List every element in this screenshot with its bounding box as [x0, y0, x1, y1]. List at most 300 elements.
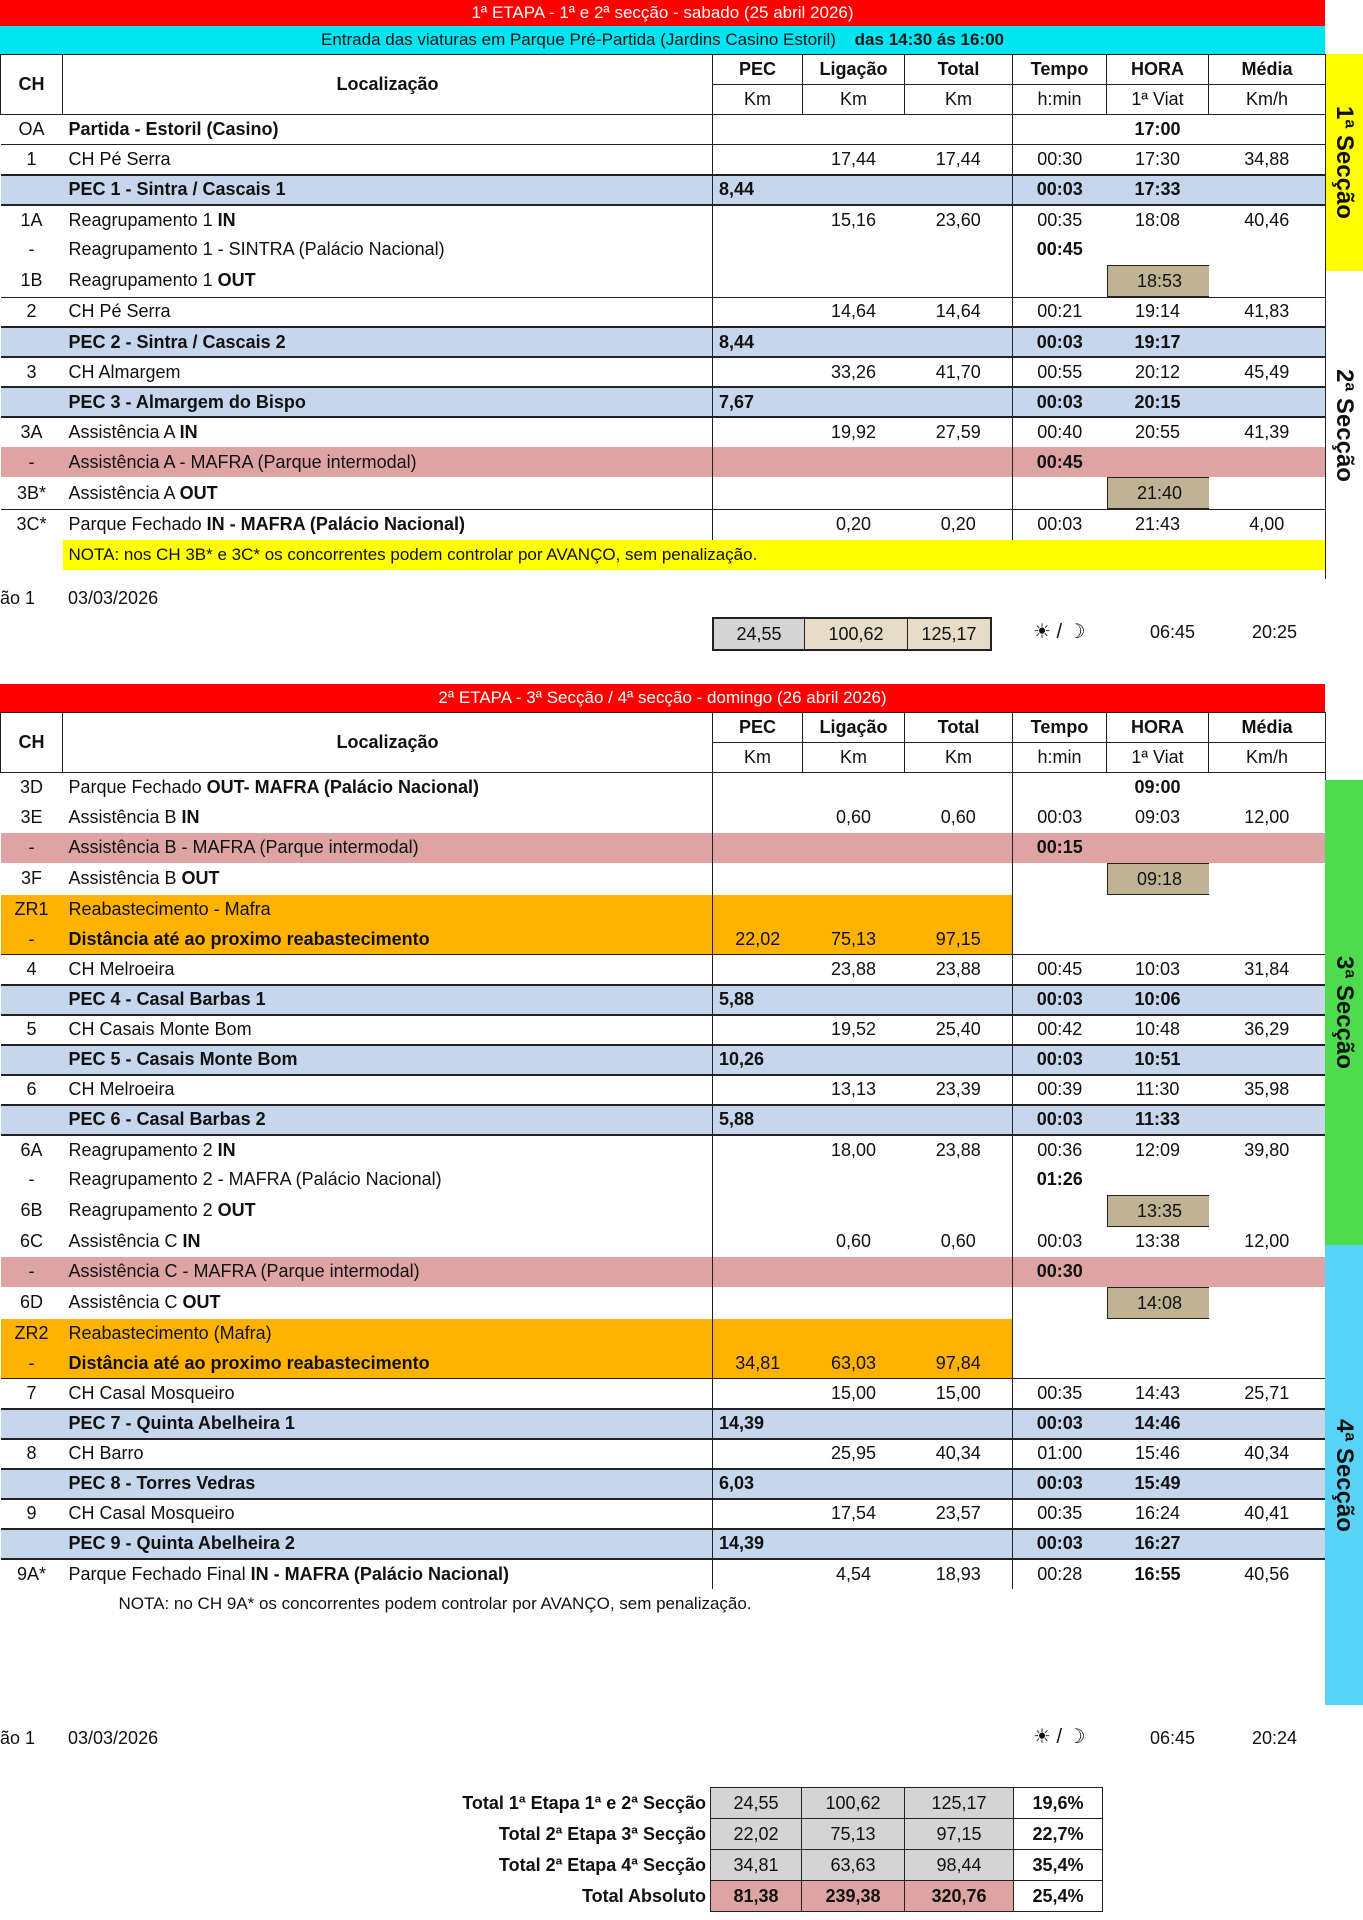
- pec-cell: 10,26: [713, 1045, 803, 1075]
- stage1-entry: [0, 26, 1325, 54]
- location-cell: [63, 1409, 713, 1439]
- location-text: CH Casais Monte Bom: [68, 1019, 252, 1039]
- location-text: CH Melroeira: [68, 958, 175, 979]
- col-loc-2: Localização: [63, 713, 713, 773]
- table-row: [1, 1379, 1326, 1409]
- hora-box: 13:35: [1107, 1195, 1209, 1227]
- pec-cell: [713, 115, 803, 145]
- ch-cell: 3C*: [1, 510, 63, 540]
- total-cell: [905, 477, 1013, 510]
- table-row: [1, 1409, 1326, 1439]
- lig-cell: [803, 773, 905, 803]
- location-bold: IN: [182, 1231, 201, 1251]
- tempo-cell: [1013, 925, 1107, 955]
- col-media-2: Média: [1209, 713, 1326, 743]
- stage1-sunset: 20:25: [1252, 622, 1298, 642]
- location-cell: [63, 1257, 713, 1287]
- total-cell: [905, 1287, 1013, 1319]
- media-cell: [1209, 327, 1326, 357]
- hora-cell: 18:08: [1134, 209, 1181, 230]
- pec-cell: [713, 447, 803, 477]
- hora-box: 09:18: [1107, 863, 1209, 895]
- ch-cell: -: [28, 239, 35, 259]
- hora-cell: 09:03: [1134, 807, 1181, 827]
- table-row: [1, 417, 1326, 447]
- section4-label: 4ª Secção: [1325, 1245, 1363, 1705]
- location-text: CH Pé Serra: [68, 301, 171, 322]
- lig-cell: [803, 1409, 905, 1439]
- ch-cell: 6C: [19, 1231, 43, 1251]
- totals-table: [380, 1787, 1103, 1912]
- totals-pec: 22,02: [711, 1819, 802, 1850]
- media-cell: [1209, 1195, 1326, 1227]
- table-row: [1, 1165, 1326, 1195]
- ch-cell: [1, 1529, 63, 1559]
- totals-grid: [380, 1787, 1103, 1912]
- table-row: [1, 115, 1326, 145]
- location-text: CH Melroeira: [68, 1079, 175, 1099]
- stage2-sunrise: 06:45: [1150, 1728, 1196, 1748]
- table-row: [1, 895, 1326, 925]
- lig-cell: [803, 833, 905, 863]
- sun-moon-icon: ☀ / ☽: [1033, 621, 1086, 643]
- media-cell: [1209, 115, 1326, 145]
- hora-box: 14:08: [1107, 1287, 1209, 1319]
- total-cell: [905, 833, 1013, 863]
- pec-cell: 14,39: [713, 1409, 803, 1439]
- location-cell: [63, 1015, 713, 1045]
- hora-cell: 15:49: [1107, 1469, 1209, 1499]
- location-cell: [63, 387, 713, 417]
- totals-row: [380, 1881, 1103, 1912]
- media-cell: [1209, 773, 1326, 803]
- media-cell: 45,49: [1209, 357, 1326, 387]
- location-cell: [63, 1105, 713, 1135]
- location-cell: [63, 327, 713, 357]
- lig-cell: 4,54: [835, 1563, 872, 1584]
- lig-cell: 0,20: [803, 510, 905, 540]
- table-row: [1, 1439, 1326, 1469]
- location-text: CH Barro: [68, 1443, 144, 1463]
- tempo-cell: [1013, 1349, 1107, 1379]
- table-row: [1, 985, 1326, 1015]
- media-cell: 12,00: [1209, 803, 1326, 833]
- lig-cell: [803, 1045, 905, 1075]
- pec-cell: [713, 803, 803, 833]
- hora-cell: [1107, 477, 1209, 510]
- ch-cell: 3B*: [16, 482, 47, 503]
- ch-cell: [1, 1409, 63, 1439]
- pec-cell: [713, 1015, 803, 1045]
- unit-lig: Km: [803, 85, 905, 115]
- stage1-sum-pec: 24,55: [714, 619, 805, 649]
- lig-cell: [803, 327, 905, 357]
- totals-lig: 75,13: [802, 1819, 905, 1850]
- media-cell: 40,46: [1209, 205, 1326, 235]
- location-cell: [63, 447, 713, 477]
- ch-cell: -: [1, 447, 63, 477]
- lig-cell: 33,26: [830, 361, 877, 382]
- ch-cell: OA: [18, 119, 45, 139]
- location-text: Assistência A: [68, 482, 180, 503]
- unit-pec-2: Km: [713, 743, 803, 773]
- pec-cell: [713, 955, 803, 985]
- stage2-table: [0, 712, 1326, 1619]
- lig-cell: 23,88: [803, 955, 905, 985]
- location-text: Reagrupamento 1: [68, 209, 218, 230]
- hora-cell: [1107, 1257, 1209, 1287]
- total-cell: [905, 1045, 1013, 1075]
- ch-cell: 7: [1, 1379, 63, 1409]
- stage1-summary-box: [712, 617, 992, 651]
- entry-text: Entrada das viaturas em Parque Pré-Partida (Jardins Casino Estoril): [320, 30, 836, 49]
- location-text: Assistência B - MAFRA (Parque intermodal): [68, 837, 419, 857]
- media-cell: [1209, 175, 1326, 205]
- tempo-cell: 00:39: [1013, 1075, 1107, 1105]
- total-cell: 23,88: [935, 1139, 981, 1160]
- location-bold: IN - MAFRA (Palácio Nacional): [250, 1563, 509, 1584]
- ch-cell: 1A: [20, 209, 43, 230]
- lig-cell: 17,54: [830, 1503, 877, 1523]
- hora-cell: [1107, 447, 1209, 477]
- media-cell: 31,84: [1209, 955, 1326, 985]
- total-cell: 0,20: [905, 510, 1013, 540]
- lig-cell: 18,00: [830, 1139, 877, 1160]
- stage2-rows: [1, 773, 1326, 1589]
- media-cell: 25,71: [1209, 1379, 1326, 1409]
- lig-cell: 13,13: [830, 1079, 877, 1099]
- stage2-sunset: 20:24: [1252, 1728, 1298, 1748]
- unit-lig-2: Km: [803, 743, 905, 773]
- media-cell: [1209, 1105, 1326, 1135]
- total-cell: [905, 327, 1013, 357]
- total-cell: 23,88: [905, 955, 1013, 985]
- ch-cell: -: [1, 1349, 63, 1379]
- col-ch: CH: [1, 55, 63, 115]
- unit-media-2: Km/h: [1209, 743, 1326, 773]
- hora-cell: 20:12: [1134, 361, 1181, 382]
- ch-cell: -: [1, 833, 63, 863]
- col-loc: Localização: [63, 55, 713, 115]
- media-cell: [1209, 1529, 1326, 1559]
- lig-cell: 0,60: [835, 1231, 872, 1251]
- location-text: Assistência C - MAFRA (Parque intermodal): [68, 1261, 420, 1281]
- location-text: Reabastecimento (Mafra): [68, 1323, 272, 1343]
- tempo-cell: 00:03: [1013, 1529, 1107, 1559]
- ch-cell: -: [28, 1169, 35, 1189]
- totals-pct: 19,6%: [1014, 1788, 1103, 1819]
- pec-cell: 34,81: [713, 1349, 803, 1379]
- header-row: [1, 55, 1326, 85]
- total-cell: [905, 447, 1013, 477]
- stage1-footer-left: ão 1: [0, 588, 36, 608]
- media-cell: 12,00: [1209, 1227, 1326, 1257]
- ch-cell: 8: [26, 1443, 37, 1463]
- hora-box: 18:53: [1107, 265, 1209, 297]
- location-text: PEC 5 - Casais Monte Bom: [68, 1049, 298, 1069]
- ch-cell: [1, 387, 63, 417]
- pec-cell: [713, 510, 803, 540]
- hora-cell: 16:27: [1107, 1529, 1209, 1559]
- stage1-note-row: [1, 540, 1326, 570]
- pec-cell: [713, 1559, 803, 1589]
- unit-pec: Km: [713, 85, 803, 115]
- table-row: [1, 1135, 1326, 1165]
- media-cell: [1209, 833, 1326, 863]
- location-bold: IN: [217, 209, 236, 230]
- tempo-cell: 00:21: [1013, 297, 1107, 327]
- table-row: [1, 1105, 1326, 1135]
- table-row: [1, 1287, 1326, 1319]
- hora-cell: [1107, 863, 1209, 895]
- hora-cell: [1107, 265, 1209, 298]
- ch-cell: 6: [26, 1079, 37, 1099]
- total-cell: 97,84: [905, 1349, 1013, 1379]
- hora-cell: 14:46: [1107, 1409, 1209, 1439]
- ch-cell: ZR1: [1, 895, 63, 925]
- location-cell: [63, 417, 713, 447]
- location-cell: [63, 297, 713, 327]
- totals-pec: 34,81: [711, 1850, 802, 1881]
- stage1-rows: [1, 115, 1326, 540]
- tempo-cell: 00:55: [1013, 357, 1107, 387]
- pec-cell: 5,88: [713, 1105, 803, 1135]
- pec-cell: [713, 1379, 803, 1409]
- tempo-cell: 00:03: [1013, 1409, 1107, 1439]
- location-cell: [63, 895, 713, 925]
- ch-cell: 6A: [20, 1139, 43, 1160]
- pec-cell: [713, 1075, 803, 1105]
- hora-cell: 17:30: [1107, 145, 1209, 175]
- hora-cell: 21:43: [1107, 510, 1209, 540]
- total-cell: [905, 1257, 1013, 1287]
- pec-cell: 6,03: [713, 1469, 803, 1499]
- lig-cell: [803, 1319, 905, 1349]
- tempo-cell: 00:30: [1013, 145, 1107, 175]
- media-cell: [1209, 985, 1326, 1015]
- stage1-title: 1ª ETAPA - 1ª e 2ª secção - sabado (25 abril 2026): [0, 0, 1325, 26]
- totals-total: 125,17: [905, 1788, 1014, 1819]
- ch-cell: 4: [1, 955, 63, 985]
- ch-cell: 2: [1, 297, 63, 327]
- totals-row: [380, 1819, 1103, 1850]
- tempo-cell: [1013, 773, 1107, 803]
- total-cell: [905, 1195, 1013, 1227]
- location-text: PEC 6 - Casal Barbas 2: [68, 1109, 266, 1129]
- totals-label: Total 1ª Etapa 1ª e 2ª Secção: [462, 1792, 706, 1813]
- location-text: Reagrupamento 2: [68, 1200, 218, 1220]
- totals-lig: 100,62: [802, 1788, 905, 1819]
- total-cell: [905, 1319, 1013, 1349]
- total-cell: 40,34: [935, 1443, 981, 1463]
- location-bold: OUT: [182, 1292, 221, 1312]
- location-cell: [63, 1135, 713, 1165]
- total-cell: [905, 387, 1013, 417]
- hora-cell: [1107, 925, 1209, 955]
- media-cell: [1209, 1469, 1326, 1499]
- media-cell: 41,39: [1209, 417, 1326, 447]
- lig-cell: [803, 447, 905, 477]
- lig-cell: 25,95: [830, 1443, 877, 1463]
- col-tempo-2: Tempo: [1013, 713, 1107, 743]
- location-text: CH Pé Serra: [68, 148, 171, 169]
- location-cell: [63, 205, 713, 235]
- totals-label: Total 2ª Etapa 3ª Secção: [498, 1823, 706, 1844]
- totals-total: 320,76: [905, 1881, 1014, 1912]
- pec-cell: [713, 357, 803, 387]
- ch-cell: 9A*: [16, 1563, 47, 1584]
- location-cell: [63, 477, 713, 510]
- tempo-cell: [1013, 895, 1107, 925]
- location-cell: [63, 1379, 713, 1409]
- ch-cell: 3F: [20, 868, 42, 888]
- totals-row: [380, 1788, 1103, 1819]
- table-row: [1, 205, 1326, 235]
- location-text: PEC 3 - Almargem do Bispo: [68, 391, 306, 412]
- lig-cell: [803, 1105, 905, 1135]
- location-text: Reagrupamento 1: [68, 270, 218, 290]
- location-cell: [63, 1075, 713, 1105]
- stage1-table-wrap: [0, 54, 1325, 570]
- totals-row: [380, 1850, 1103, 1881]
- pec-cell: [713, 833, 803, 863]
- unit-total: Km: [905, 85, 1013, 115]
- lig-cell: [803, 863, 905, 895]
- media-cell: 4,00: [1209, 510, 1326, 540]
- lig-cell: [803, 1195, 905, 1227]
- total-cell: [905, 175, 1013, 205]
- ch-cell: 3E: [20, 807, 43, 827]
- lig-cell: [803, 115, 905, 145]
- ch-cell: 5: [26, 1019, 37, 1039]
- media-cell: [1209, 1045, 1326, 1075]
- pec-cell: [713, 1195, 803, 1227]
- tempo-cell: 00:03: [1013, 1105, 1107, 1135]
- pec-cell: [713, 863, 803, 895]
- location-cell: [63, 1287, 713, 1319]
- total-cell: 25,40: [935, 1019, 981, 1039]
- pec-cell: [713, 1319, 803, 1349]
- total-cell: [905, 1409, 1013, 1439]
- location-bold: IN - MAFRA (Palácio Nacional): [206, 514, 465, 535]
- totals-label: Total Absoluto: [582, 1885, 706, 1906]
- ch-cell: 6D: [19, 1292, 43, 1312]
- totals-label: Total 2ª Etapa 4ª Secção: [498, 1854, 706, 1875]
- location-text: PEC 4 - Casal Barbas 1: [68, 989, 266, 1009]
- hora-cell: 09:00: [1134, 777, 1181, 798]
- table-row: [1, 1227, 1326, 1257]
- location-text: Parque Fechado: [68, 777, 207, 798]
- total-cell: 23,60: [935, 209, 981, 230]
- hora-cell: 20:15: [1107, 387, 1209, 417]
- lig-cell: [803, 1469, 905, 1499]
- tempo-cell: 01:00: [1013, 1439, 1107, 1469]
- media-cell: 40,56: [1209, 1559, 1326, 1589]
- location-cell: [63, 1045, 713, 1075]
- hora-cell: [1107, 1349, 1209, 1379]
- unit-media: Km/h: [1209, 85, 1326, 115]
- hora-cell: [1107, 833, 1209, 863]
- table-row: [1, 1319, 1326, 1349]
- hora-cell: 11:33: [1107, 1105, 1209, 1135]
- unit-hora-2: 1ª Viat: [1107, 743, 1209, 773]
- media-cell: [1209, 1319, 1326, 1349]
- lig-cell: [803, 175, 905, 205]
- pec-cell: [713, 1227, 803, 1257]
- totals-pct: 35,4%: [1014, 1850, 1103, 1881]
- location-cell: [63, 265, 713, 298]
- location-text: PEC 9 - Quinta Abelheira 2: [68, 1533, 295, 1553]
- lig-cell: [803, 1165, 905, 1195]
- total-cell: [905, 1165, 1013, 1195]
- media-cell: 36,29: [1209, 1015, 1326, 1045]
- location-cell: [63, 145, 713, 175]
- total-cell: 23,39: [935, 1079, 981, 1099]
- table-row: [1, 175, 1326, 205]
- lig-cell: [803, 1529, 905, 1559]
- ch-cell: [1, 175, 63, 205]
- table-row: [1, 1559, 1326, 1589]
- location-text: Reagrupamento 2 - MAFRA (Palácio Nacional): [68, 1169, 442, 1189]
- location-cell: [63, 955, 713, 985]
- tempo-cell: 00:15: [1013, 833, 1107, 863]
- location-text: Assistência A: [68, 422, 180, 442]
- total-cell: [905, 773, 1013, 803]
- total-cell: [905, 985, 1013, 1015]
- lig-cell: 19,52: [830, 1019, 877, 1039]
- media-cell: [1209, 1287, 1326, 1319]
- header-row-2: [1, 713, 1326, 743]
- location-cell: [63, 833, 713, 863]
- total-cell: [905, 1469, 1013, 1499]
- tempo-cell: 00:03: [1013, 1227, 1107, 1257]
- hora-cell: 20:55: [1134, 422, 1181, 442]
- total-cell: 0,60: [940, 1231, 976, 1251]
- hora-cell: 10:48: [1134, 1019, 1181, 1039]
- stage2-table-wrap: [0, 712, 1325, 1619]
- table-row: [1, 1257, 1326, 1287]
- total-cell: [905, 863, 1013, 895]
- table-row: [1, 1195, 1326, 1227]
- ch-cell: [1, 327, 63, 357]
- hora-box: 21:40: [1107, 477, 1209, 509]
- hora-cell: 16:55: [1134, 1563, 1181, 1584]
- pec-cell: [713, 1165, 803, 1195]
- pec-cell: 8,44: [713, 175, 803, 205]
- lig-cell: 17,44: [803, 145, 905, 175]
- lig-cell: [803, 895, 905, 925]
- hora-cell: 10:06: [1107, 985, 1209, 1015]
- tempo-cell: 00:03: [1013, 510, 1107, 540]
- total-cell: [905, 115, 1013, 145]
- pec-cell: [713, 417, 803, 447]
- pec-cell: [713, 235, 803, 265]
- media-cell: [1209, 863, 1326, 895]
- lig-cell: [803, 477, 905, 510]
- lig-cell: 15,00: [803, 1379, 905, 1409]
- total-cell: 17,44: [905, 145, 1013, 175]
- hora-cell: 17:33: [1107, 175, 1209, 205]
- location-bold: IN: [179, 422, 198, 442]
- unit-hora: 1ª Viat: [1107, 85, 1209, 115]
- hora-cell: [1107, 1319, 1209, 1349]
- table-row: [1, 863, 1326, 895]
- hora-cell: [1107, 1195, 1209, 1227]
- hora-cell: 11:30: [1135, 1079, 1180, 1099]
- location-text: Assistência B: [68, 868, 182, 888]
- lig-cell: [803, 265, 905, 298]
- location-text: Assistência C: [68, 1292, 183, 1312]
